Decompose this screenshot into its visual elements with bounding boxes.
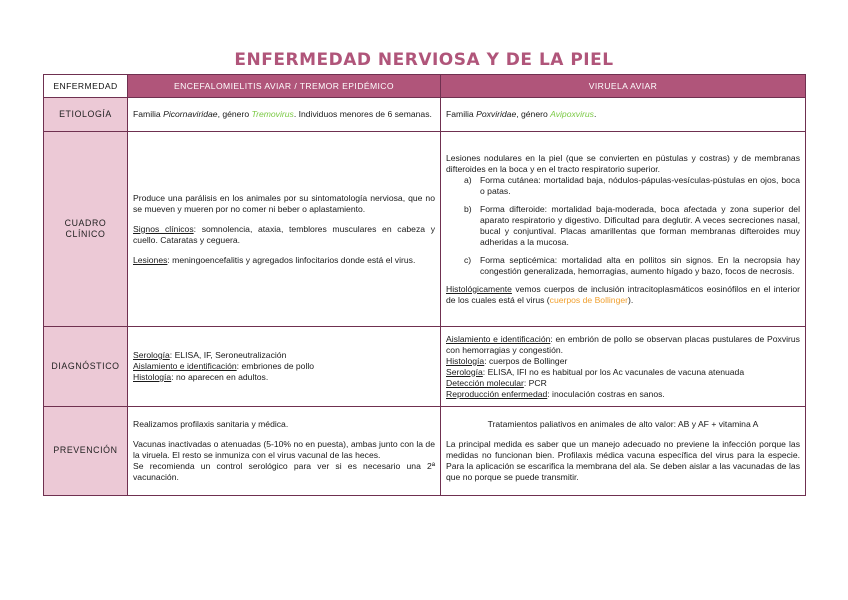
text: , género [516, 109, 551, 119]
line [446, 389, 800, 400]
cell-prevencion-va [441, 407, 806, 496]
header-enfermedad: ENFERMEDAD [44, 75, 128, 98]
underlined-term: Reproducción enfermedad [446, 388, 548, 399]
underlined-term: Histología [133, 372, 172, 382]
label-diagnostico: DIAGNÓSTICO [44, 327, 128, 407]
cell-diagnostico-ae [128, 327, 441, 407]
line [133, 350, 435, 361]
text: , género [217, 109, 252, 119]
underlined-term: Aislamiento e identificación [133, 361, 237, 371]
list-marker: b) [464, 203, 472, 214]
text: . [593, 109, 597, 119]
paragraph: Vacunas inactivadas o atenuadas (5-10% no en puesta), ambas junto con la de la viruela. El resto se inmuniza con el virus vacunal de las heces. [133, 439, 435, 460]
list-text: Forma cutánea: mortalidad baja, nódulos-pápulas-vesículas-pústulas en ojos, boca o patas. [480, 174, 800, 196]
text: : meningoencefalitis y agregados linfocitarios donde está el virus. [167, 254, 416, 265]
cell-prevencion-ae [128, 407, 441, 496]
list-item [464, 175, 800, 197]
cell-etiologia-va [441, 98, 806, 132]
paragraph [133, 224, 435, 246]
paragraph [133, 255, 435, 266]
row-etiologia [44, 98, 806, 132]
cell-cuadro-ae [128, 132, 441, 327]
family-name: Poxviridae [476, 109, 517, 119]
label-cuadro-clinico [44, 132, 128, 327]
underlined-term: Aislamiento e identificación [446, 333, 551, 344]
list-text: Forma septicémica: mortalidad alta en pollitos sin signos. En la necropsia hay congestión generalizada, hemorragias, aumento hígado y bazo, focos de necrosis. [480, 254, 800, 276]
paragraph: Lesiones nodulares en la piel (que se convierten en pústulas y costras) y de membranas difteroides en la boca y en el tracto respiratorio superior. [446, 152, 800, 174]
label-line: CUADRO [64, 217, 107, 228]
text: : ELISA, IF, Seroneutralización [169, 350, 287, 360]
list-marker: a) [464, 174, 472, 185]
underlined-term: Serología [133, 350, 170, 360]
text: Familia [133, 109, 164, 119]
underlined-term: Serología [446, 366, 483, 377]
cell-etiologia-ae [128, 98, 441, 132]
genus-name: Tremovirus [251, 109, 294, 119]
underlined-term: Signos clínicos [133, 223, 194, 234]
row-prevencion [44, 407, 806, 496]
text: ). [628, 294, 634, 305]
text: : inoculación costras en sanos. [547, 388, 665, 399]
underlined-term: Detección molecular [446, 377, 524, 388]
text: : embriones de pollo [236, 361, 315, 371]
family-name: Picornaviridae [163, 109, 218, 119]
text: : somnolencia, ataxia, temblores musculares en cabeza y cuello. Cataratas y ceguera. [133, 223, 435, 245]
text: : no aparecen en adultos. [171, 372, 269, 382]
disease-table [43, 74, 806, 496]
label-etiologia: ETIOLOGÍA [44, 98, 128, 132]
genus-name: Avipoxvirus [550, 109, 594, 119]
text: Familia [446, 109, 477, 119]
paragraph: Se recomienda un control serológico para ver si es necesario una 2ª vacunación. [133, 461, 435, 482]
text: : cuerpos de Bollinger [484, 355, 568, 366]
line [446, 334, 800, 356]
paragraph: Tratamientos paliativos en animales de alto valor: AB y AF + vitamina A [487, 419, 759, 429]
header-viruela: VIRUELA AVIAR [441, 75, 806, 98]
text: : PCR [523, 377, 547, 388]
paragraph [446, 284, 800, 306]
paragraph: Realizamos profilaxis sanitaria y médica. [133, 419, 289, 429]
underlined-term: Histología [446, 355, 485, 366]
text: : ELISA, IFI no es habitual por los Ac vacunales de vacuna atenuada [482, 366, 745, 377]
cell-diagnostico-va [441, 327, 806, 407]
label-line: CLÍNICO [65, 229, 106, 239]
header-row [44, 75, 806, 98]
line [446, 356, 800, 367]
text: vemos cuerpos de inclusión intracitoplasmáticos eosinófilos en el interior de los cuales está el virus ( [446, 283, 800, 305]
underlined-term: Histológicamente [446, 283, 512, 294]
highlight-term: cuerpos de Bollinger [549, 294, 629, 305]
text: : en embrión de pollo se observan placas pustulares de Poxvirus con hemorragias y congestión. [446, 333, 800, 355]
label-prevencion: PREVENCIÓN [44, 407, 128, 496]
list-item [464, 204, 800, 248]
line [133, 372, 435, 383]
list-marker: c) [464, 254, 472, 265]
paragraph: Produce una parálisis en los animales por su sintomatología nerviosa, que no se mueven y mueren por no comer ni beber o aplastamiento. [133, 192, 435, 214]
header-encefalomielitis: ENCEFALOMIELITIS AVIAR / TREMOR EPIDÉMICO [128, 75, 441, 98]
list-text: Forma difteroide: mortalidad baja-moderada, boca afectada y zona superior del aparato respiratorio y digestivo. Dificultad para deglutir. A veces secreciones nasal, bucal y conjuntival. Placas amarillentas que forman membranas difteroides muy adheridas a la mucosa. [480, 203, 800, 247]
row-cuadro-clinico [44, 132, 806, 327]
page-title: ENFERMEDAD NERVIOSA Y DE LA PIEL [234, 50, 614, 70]
row-diagnostico [44, 327, 806, 407]
list-item [464, 255, 800, 277]
line [446, 378, 800, 389]
paragraph: La principal medida es saber que un manejo adecuado no previene la infección porque las medidas no funcionan bien. Profilaxis médica vacuna específica del virus para la especie. Para la aplicación se escarifica la membrana del ala. Se deben aislar a las vacunadas de las que no porque se puede transmitir. [446, 439, 800, 482]
line [133, 361, 435, 372]
text: . Individuos menores de 6 semanas. [293, 109, 432, 119]
cell-cuadro-va [441, 132, 806, 327]
underlined-term: Lesiones [133, 254, 168, 265]
line [446, 367, 800, 378]
